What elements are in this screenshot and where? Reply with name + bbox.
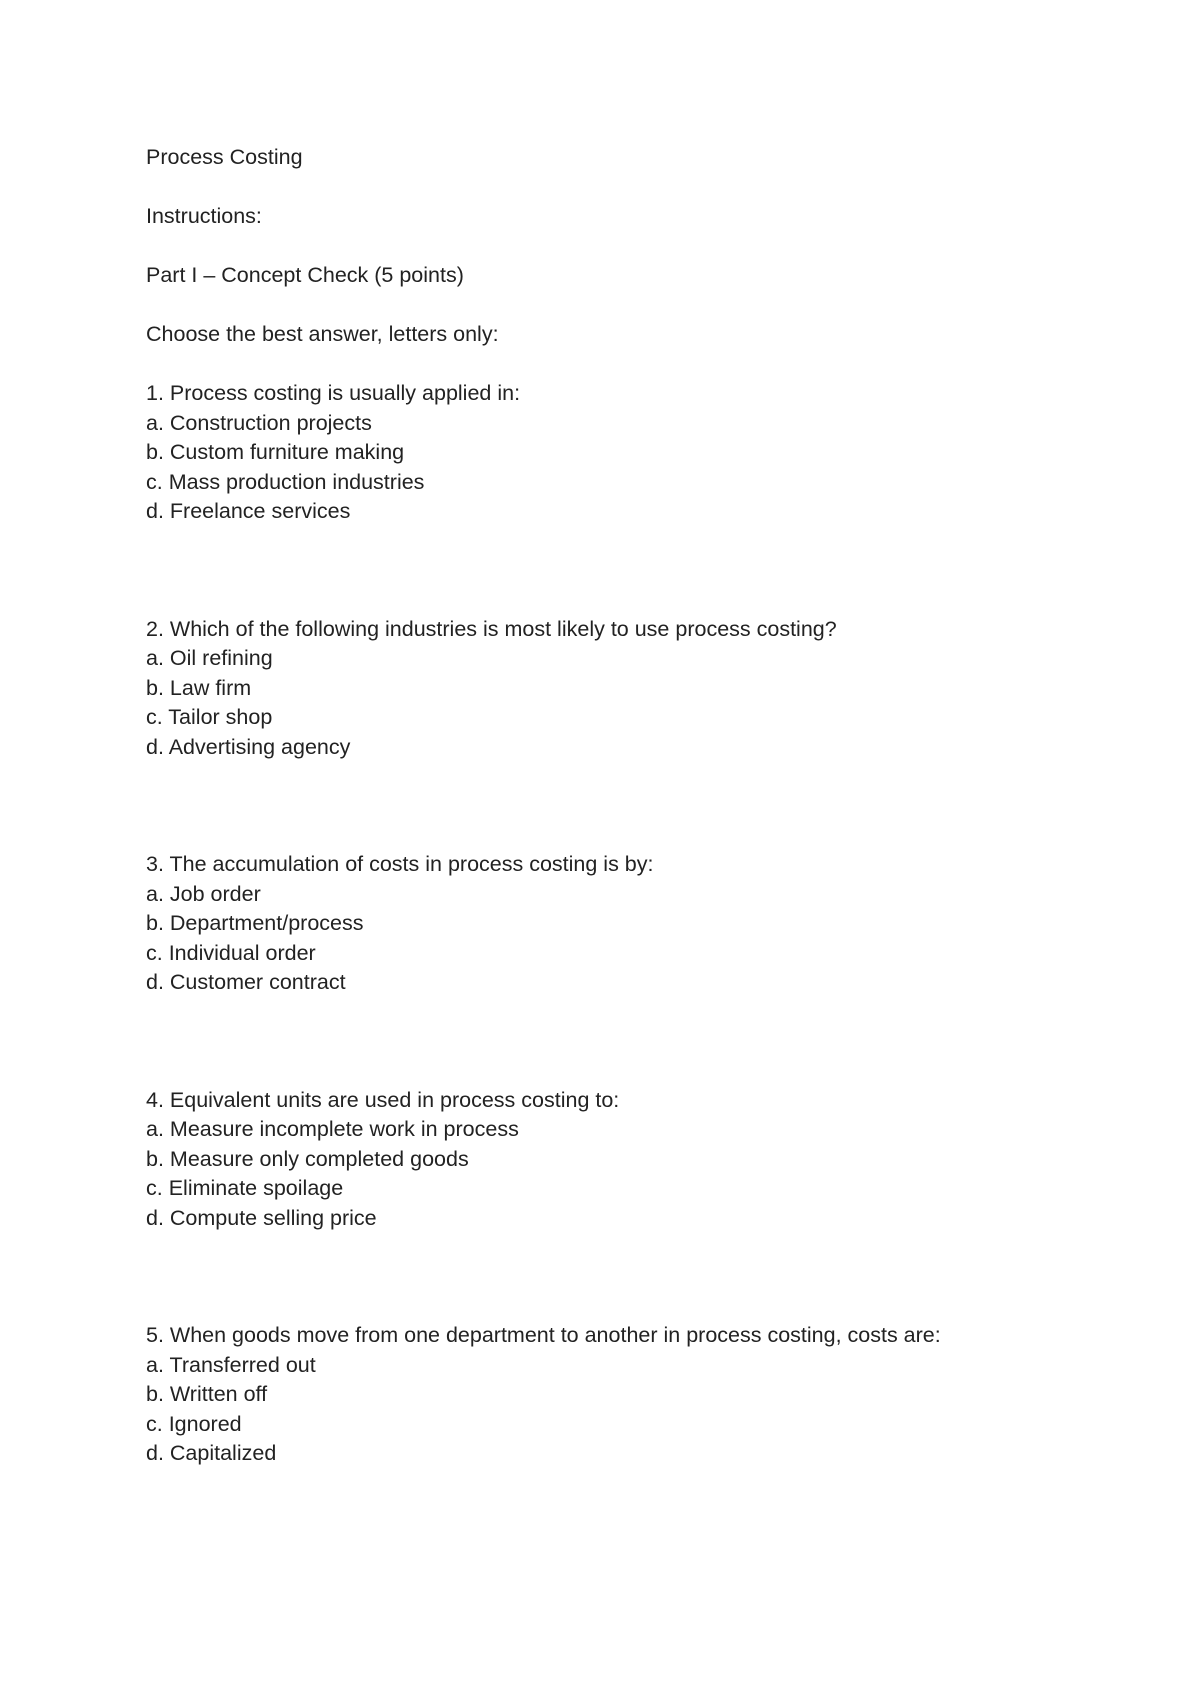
option-a: a. Measure incomplete work in process <box>146 1117 519 1141</box>
option-a: a. Job order <box>146 881 261 906</box>
question-3 <box>146 850 1106 998</box>
question-stem: 2. Which of the following industries is most likely to use process costing? <box>146 616 837 641</box>
document-title: Process Costing <box>146 145 303 169</box>
option-d: d. Compute selling price <box>146 1205 377 1230</box>
option-c: c. Eliminate spoilage <box>146 1176 344 1200</box>
question-stem: 4. Equivalent units are used in process costing to: <box>146 1087 620 1112</box>
option-b: b. Measure only completed goods <box>146 1146 469 1171</box>
option-a: a. Transferred out <box>146 1352 316 1377</box>
question-stem: 3. The accumulation of costs in process costing is by: <box>146 852 654 876</box>
question-1 <box>146 379 1106 527</box>
part-heading: Part I – Concept Check (5 points) <box>146 263 464 287</box>
option-a: a. Oil refining <box>146 646 273 670</box>
option-c: c. Individual order <box>146 940 316 965</box>
option-b: b. Department/process <box>146 911 364 935</box>
option-b: b. Law firm <box>146 675 252 700</box>
option-c: c. Tailor shop <box>146 705 273 729</box>
option-a: a. Construction projects <box>146 410 372 435</box>
question-5 <box>146 1321 1106 1469</box>
question-4 <box>146 1086 1106 1234</box>
option-d: d. Customer contract <box>146 970 346 994</box>
document-page <box>146 143 1106 1557</box>
option-d: d. Freelance services <box>146 499 351 523</box>
question-stem: 5. When goods move from one department to another in process costing, costs are: <box>146 1323 941 1347</box>
question-stem: 1. Process costing is usually applied in: <box>146 381 521 405</box>
question-2 <box>146 615 1106 763</box>
instructions-label: Instructions: <box>146 204 262 228</box>
option-c: c. Ignored <box>146 1411 242 1436</box>
directions-text: Choose the best answer, letters only: <box>146 322 499 346</box>
option-d: d. Advertising agency <box>146 734 351 759</box>
option-b: b. Custom furniture making <box>146 440 405 464</box>
option-d: d. Capitalized <box>146 1441 277 1465</box>
option-b: b. Written off <box>146 1382 268 1406</box>
option-c: c. Mass production industries <box>146 469 425 494</box>
question-list <box>146 379 1106 1469</box>
